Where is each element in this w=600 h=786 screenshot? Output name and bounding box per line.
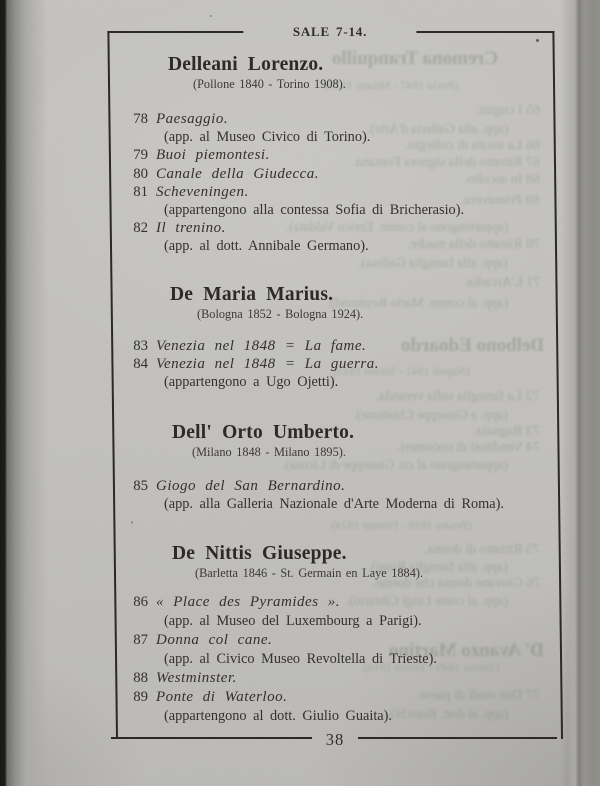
bleedthrough-line: (app. a Giuseppe Chiattone). <box>353 407 508 422</box>
entry-list <box>110 593 556 726</box>
bleedthrough-line: 71 L'Arcadia. <box>463 275 540 290</box>
page-edge-shadow <box>560 0 600 786</box>
entry-note: (app. alla Galleria Nazionale d'Arte Moderna di Roma). <box>164 496 504 513</box>
artist-dates: (Bologna 1852 - Bologna 1924). <box>197 307 364 321</box>
artist-section-dell-orto <box>110 421 556 513</box>
entry-number: 78 <box>133 111 148 127</box>
entry-number: 82 <box>133 220 148 237</box>
catalog-entry <box>110 219 556 237</box>
artist-name: De Nittis Giuseppe. <box>172 543 347 564</box>
entry-number: 83 <box>133 338 148 354</box>
catalog-entry <box>110 631 556 650</box>
catalog-entry <box>110 669 556 688</box>
entry-number: 89 <box>133 689 148 705</box>
artist-section-de-nittis <box>110 542 556 726</box>
entry-list <box>110 477 556 513</box>
bleedthrough-line: (app. al comm. Mario Reymond). <box>326 295 508 310</box>
bleedthrough-line: 75 Ritratto di donna. <box>424 542 540 557</box>
entry-title: Donna col cane. <box>156 632 273 648</box>
bleedthrough-line: (appartengono al co. Giuseppe di Licosa). <box>281 457 508 472</box>
entry-note: (appartengono alla contessa Sofia di Bricherasio). <box>164 202 465 219</box>
bleedthrough-line: 68 In ascolto. <box>464 172 540 187</box>
bleedthrough-line: Delbono Edoardo <box>400 335 544 356</box>
bleedthrough-line: (app. al dott. Bianchi). <box>386 706 508 721</box>
entry-title: Venezia nel 1848 = La fame. <box>156 338 367 354</box>
ink-speck <box>210 15 212 17</box>
entry-note: (appartengono al dott. Giulio Guaita). <box>164 708 392 724</box>
catalog-entry <box>110 337 556 355</box>
bleedthrough-line: 66 La uscita di collegio. <box>405 138 540 153</box>
frame-bottom-right-segment <box>358 737 557 739</box>
artist-name: Dell' Orto Umberto. <box>172 422 355 443</box>
entry-title: Canale della Giudecca. <box>156 165 320 182</box>
page-number: 38 <box>325 730 345 749</box>
ink-speck <box>131 521 133 524</box>
entry-title: Venezia nel 1848 = La guerra. <box>156 356 379 373</box>
entry-list <box>110 337 556 392</box>
entry-number: 84 <box>133 356 148 373</box>
catalog-entry <box>110 688 556 707</box>
entry-number: 85 <box>133 478 148 494</box>
artist-dates: (Barletta 1846 - St. Germain en Laye 1884). <box>195 566 424 580</box>
entry-title: Il trenino. <box>156 220 226 237</box>
entry-number: 81 <box>133 183 148 200</box>
artist-dates: (Pollone 1840 - Torino 1908). <box>193 77 346 91</box>
bleedthrough-line: 67 Ritratto della signora Fontana. <box>352 155 540 170</box>
bleedthrough-line: 74 Venditori di cocomeri. <box>397 440 540 455</box>
bleedthrough-line: (Pavia 1847 - Milano 1920). <box>321 78 459 92</box>
entry-note: (app. al Museo Civico di Torino). <box>164 129 371 146</box>
artist-dates: (Milano 1848 - Milano 1895). <box>192 445 346 459</box>
bleedthrough-line: (app. alla famiglia Rossi). <box>368 559 508 574</box>
bleedthrough-line: (Torino 1849 - Torino 1918). <box>360 660 500 674</box>
frame-top-left-segment <box>107 31 243 33</box>
bleedthrough-line: 72 La famiglia sulla veranda. <box>376 389 540 404</box>
catalog-entry <box>110 110 556 128</box>
bleedthrough-line: (appartengono al comm. Enrico Valdata). <box>285 219 508 234</box>
catalog-entry <box>110 355 556 373</box>
bleedthrough-line: Cremona Tranquillo <box>331 48 499 69</box>
catalog-entry <box>110 477 556 495</box>
bleedthrough-line: (app. al conte Luigi Cibrario). <box>346 593 508 608</box>
bleedthrough-line: 76 Giovane donna che dorme. <box>371 576 540 591</box>
entry-note: (app. al Civico Museo Revoltella di Trieste). <box>164 651 437 667</box>
frame-bottom-left-segment <box>111 737 312 739</box>
book-gutter-shadow <box>0 0 48 786</box>
entry-number: 79 <box>133 147 148 164</box>
entry-number: 80 <box>133 165 148 182</box>
bleedthrough-line: (Napoli 1841 - Torino 1915). <box>330 364 470 378</box>
ink-speck <box>536 39 539 42</box>
frame-top-right-segment <box>416 31 554 33</box>
artist-section-de-maria <box>110 283 556 392</box>
entry-number: 87 <box>133 632 148 648</box>
entry-title: Paesaggio. <box>156 111 229 127</box>
catalog-entry <box>110 146 556 164</box>
entry-title: Westminster. <box>156 670 237 686</box>
entry-title: Ponte di Waterloo. <box>156 689 288 705</box>
artist-section-delleani <box>110 53 556 256</box>
bleedthrough-line: 69 Primavera. <box>461 193 540 208</box>
bleedthrough-line: 73 Bagnaia. <box>473 424 540 439</box>
catalog-entry <box>110 165 556 183</box>
entry-note: (appartengono a Ugo Ojetti). <box>164 374 339 391</box>
bleedthrough-line: D' Avanzo Martino <box>389 640 544 661</box>
entry-note: (app. al Museo del Luxembourg a Parigi). <box>164 613 422 629</box>
bleedthrough-line: 70 Ritratto della madre. <box>407 237 540 252</box>
bleedthrough-line: 65 I cugini. <box>475 103 540 118</box>
entry-title: Giogo del San Bernardino. <box>156 478 346 494</box>
bleedthrough-line: 77 Due studi di paese. <box>415 688 540 703</box>
entry-title: Scheveningen. <box>156 183 249 200</box>
bleedthrough-line: (app. alla famiglia Gallina). <box>358 255 508 270</box>
entry-number: 88 <box>133 670 148 686</box>
catalog-entry <box>110 593 556 612</box>
bleedthrough-line: (app. alla Galleria d'Arte). <box>366 121 508 136</box>
artist-name: Delleani Lorenzo. <box>168 54 324 75</box>
entry-number: 86 <box>133 594 148 610</box>
entry-note: (app. al dott. Annibale Germano). <box>164 238 369 255</box>
artist-name: De Maria Marius. <box>170 284 334 305</box>
entry-title: Buoi piemontesi. <box>156 147 270 164</box>
catalog-entry <box>110 183 556 201</box>
entry-list <box>110 110 556 256</box>
running-header: SALE 7-14. <box>292 24 368 39</box>
bleedthrough-line: (Pesaro 1859 - Firenze 1924). <box>328 518 472 532</box>
entry-title: « Place des Pyramides ». <box>156 594 341 610</box>
